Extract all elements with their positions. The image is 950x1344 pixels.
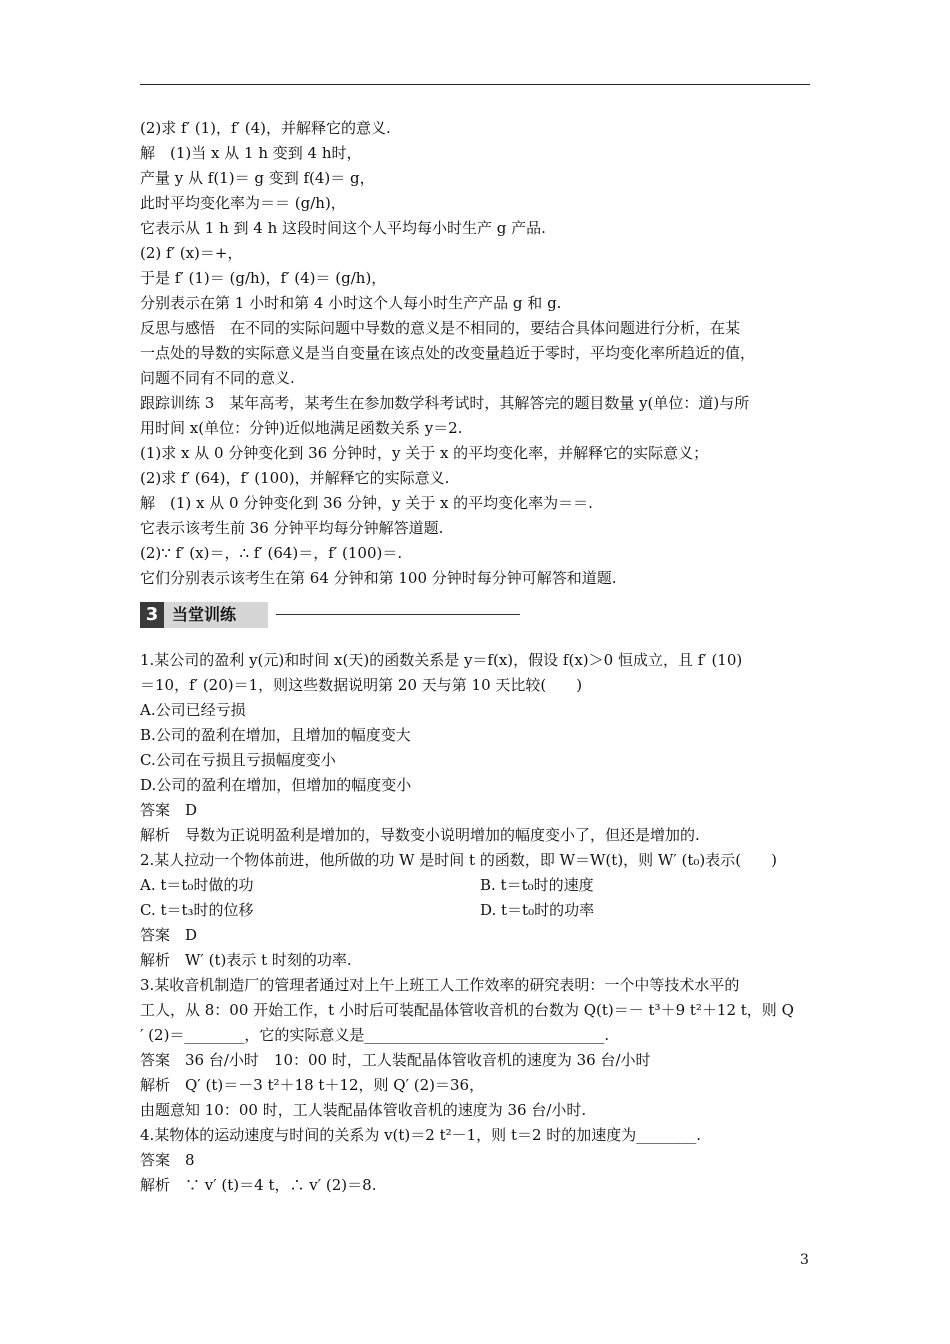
section-number: 3 bbox=[140, 602, 164, 628]
text-line: 由题意知 10：00 时，工人装配晶体管收音机的速度为 36 台/小时. bbox=[140, 1101, 587, 1119]
text-line: (1)求 x 从 0 分钟变化到 36 分钟时，y 关于 x 的平均变化率，并解释它的实际意义； bbox=[140, 444, 709, 462]
text-line: A.公司已经亏损 bbox=[140, 701, 246, 719]
text-line: 问题不同有不同的意义. bbox=[140, 369, 295, 387]
text-line: (2)求 f′ (64)，f′ (100)，并解释它的实际意义. bbox=[140, 469, 450, 487]
option-d: D. t＝t₀时的功率 bbox=[480, 901, 595, 919]
text-line: 一点处的导数的实际意义是当自变量在该点处的改变量趋近于零时，平均变化率所趋近的值， bbox=[140, 344, 756, 362]
text-line: 分别表示在第 1 小时和第 4 小时这个人每小时生产产品 g 和 g. bbox=[140, 294, 562, 312]
text-line: 解析 导数为正说明盈利是增加的，导数变小说明增加的幅度变小了，但还是增加的. bbox=[140, 826, 700, 844]
section-title: 当堂训练 bbox=[164, 602, 268, 628]
page-number: 3 bbox=[800, 1252, 809, 1268]
option-b: B. t＝t₀时的速度 bbox=[480, 876, 594, 894]
section-heading bbox=[140, 602, 520, 628]
header-rule bbox=[140, 84, 810, 85]
text-line: 它们分别表示该考生在第 64 分钟和第 100 分钟时每分钟可解答和道题. bbox=[140, 569, 617, 587]
text-line: ′ (2)＝________，它的实际意义是________________________________. bbox=[140, 1026, 610, 1044]
text-line: 产量 y 从 f(1)＝ g 变到 f(4)＝ g， bbox=[140, 169, 375, 187]
text-line: 工人，从 8：00 开始工作，t 小时后可装配晶体管收音机的台数为 Q(t)＝－ t³＋9 t²＋12 t，则 Q bbox=[140, 1001, 794, 1019]
option-c: C. t＝t₃时的位移 bbox=[140, 901, 254, 919]
text-line: 于是 f′ (1)＝ (g/h)，f′ (4)＝ (g/h)， bbox=[140, 269, 387, 287]
text-line: B.公司的盈利在增加，且增加的幅度变大 bbox=[140, 726, 411, 744]
text-line: 1.某公司的盈利 y(元)和时间 x(天)的函数关系是 y＝f(x)，假设 f(x)＞0 恒成立，且 f′ (10) bbox=[140, 651, 743, 669]
text-line: 答案 D bbox=[140, 801, 198, 819]
text-line: 用时间 x(单位：分钟)近似地满足函数关系 y＝2. bbox=[140, 419, 463, 437]
text-line: 答案 8 bbox=[140, 1151, 195, 1169]
text-line: 解 (1) x 从 0 分钟变化到 36 分钟，y 关于 x 的平均变化率为＝＝. bbox=[140, 494, 593, 512]
text-line: 答案 36 台/小时 10：00 时，工人装配晶体管收音机的速度为 36 台/小时 bbox=[140, 1051, 651, 1069]
text-line: (2)求 f′ (1)，f′ (4)，并解释它的意义. bbox=[140, 119, 391, 137]
text-line: 跟踪训练 3 某年高考，某考生在参加数学科考试时，其解答完的题目数量 y(单位：道)与所 bbox=[140, 394, 750, 412]
section-rule bbox=[276, 614, 520, 615]
text-line: 解析 ∵ v′ (t)＝4 t，∴ v′ (2)＝8. bbox=[140, 1176, 377, 1194]
text-line: 反思与感悟 在不同的实际问题中导数的意义是不相同的，要结合具体问题进行分析，在某 bbox=[140, 319, 741, 337]
text-line: 它表示该考生前 36 分钟平均每分钟解答道题. bbox=[140, 519, 444, 537]
text-line: (2) f′ (x)＝+， bbox=[140, 244, 243, 262]
text-line: 此时平均变化率为＝＝ (g/h)， bbox=[140, 194, 346, 212]
text-line: 它表示从 1 h 到 4 h 这段时间这个人平均每小时生产 g 产品. bbox=[140, 219, 546, 237]
text-line: D.公司的盈利在增加，但增加的幅度变小 bbox=[140, 776, 412, 794]
text-line: (2)∵ f′ (x)＝，∴ f′ (64)＝，f′ (100)＝. bbox=[140, 544, 403, 562]
text-line: 3.某收音机制造厂的管理者通过对上午上班工人工作效率的研究表明：一个中等技术水平的 bbox=[140, 976, 740, 994]
option-a: A. t＝t₀时做的功 bbox=[140, 876, 254, 894]
text-line: 解析 W′ (t)表示 t 时刻的功率. bbox=[140, 951, 352, 969]
text-line: ＝10，f′ (20)＝1，则这些数据说明第 20 天与第 10 天比较( ) bbox=[140, 676, 583, 694]
text-line: 解 (1)当 x 从 1 h 变到 4 h时， bbox=[140, 144, 362, 162]
text-line: 2.某人拉动一个物体前进，他所做的功 W 是时间 t 的函数，即 W＝W(t)，则 W′ (t₀)表示( ) bbox=[140, 851, 777, 869]
text-line: C.公司在亏损且亏损幅度变小 bbox=[140, 751, 336, 769]
text-line: 4.某物体的运动速度与时间的关系为 v(t)＝2 t²－1，则 t＝2 时的加速度为________. bbox=[140, 1126, 702, 1144]
text-line: 答案 D bbox=[140, 926, 198, 944]
text-line: 解析 Q′ (t)＝－3 t²＋18 t＋12，则 Q′ (2)＝36， bbox=[140, 1076, 485, 1094]
